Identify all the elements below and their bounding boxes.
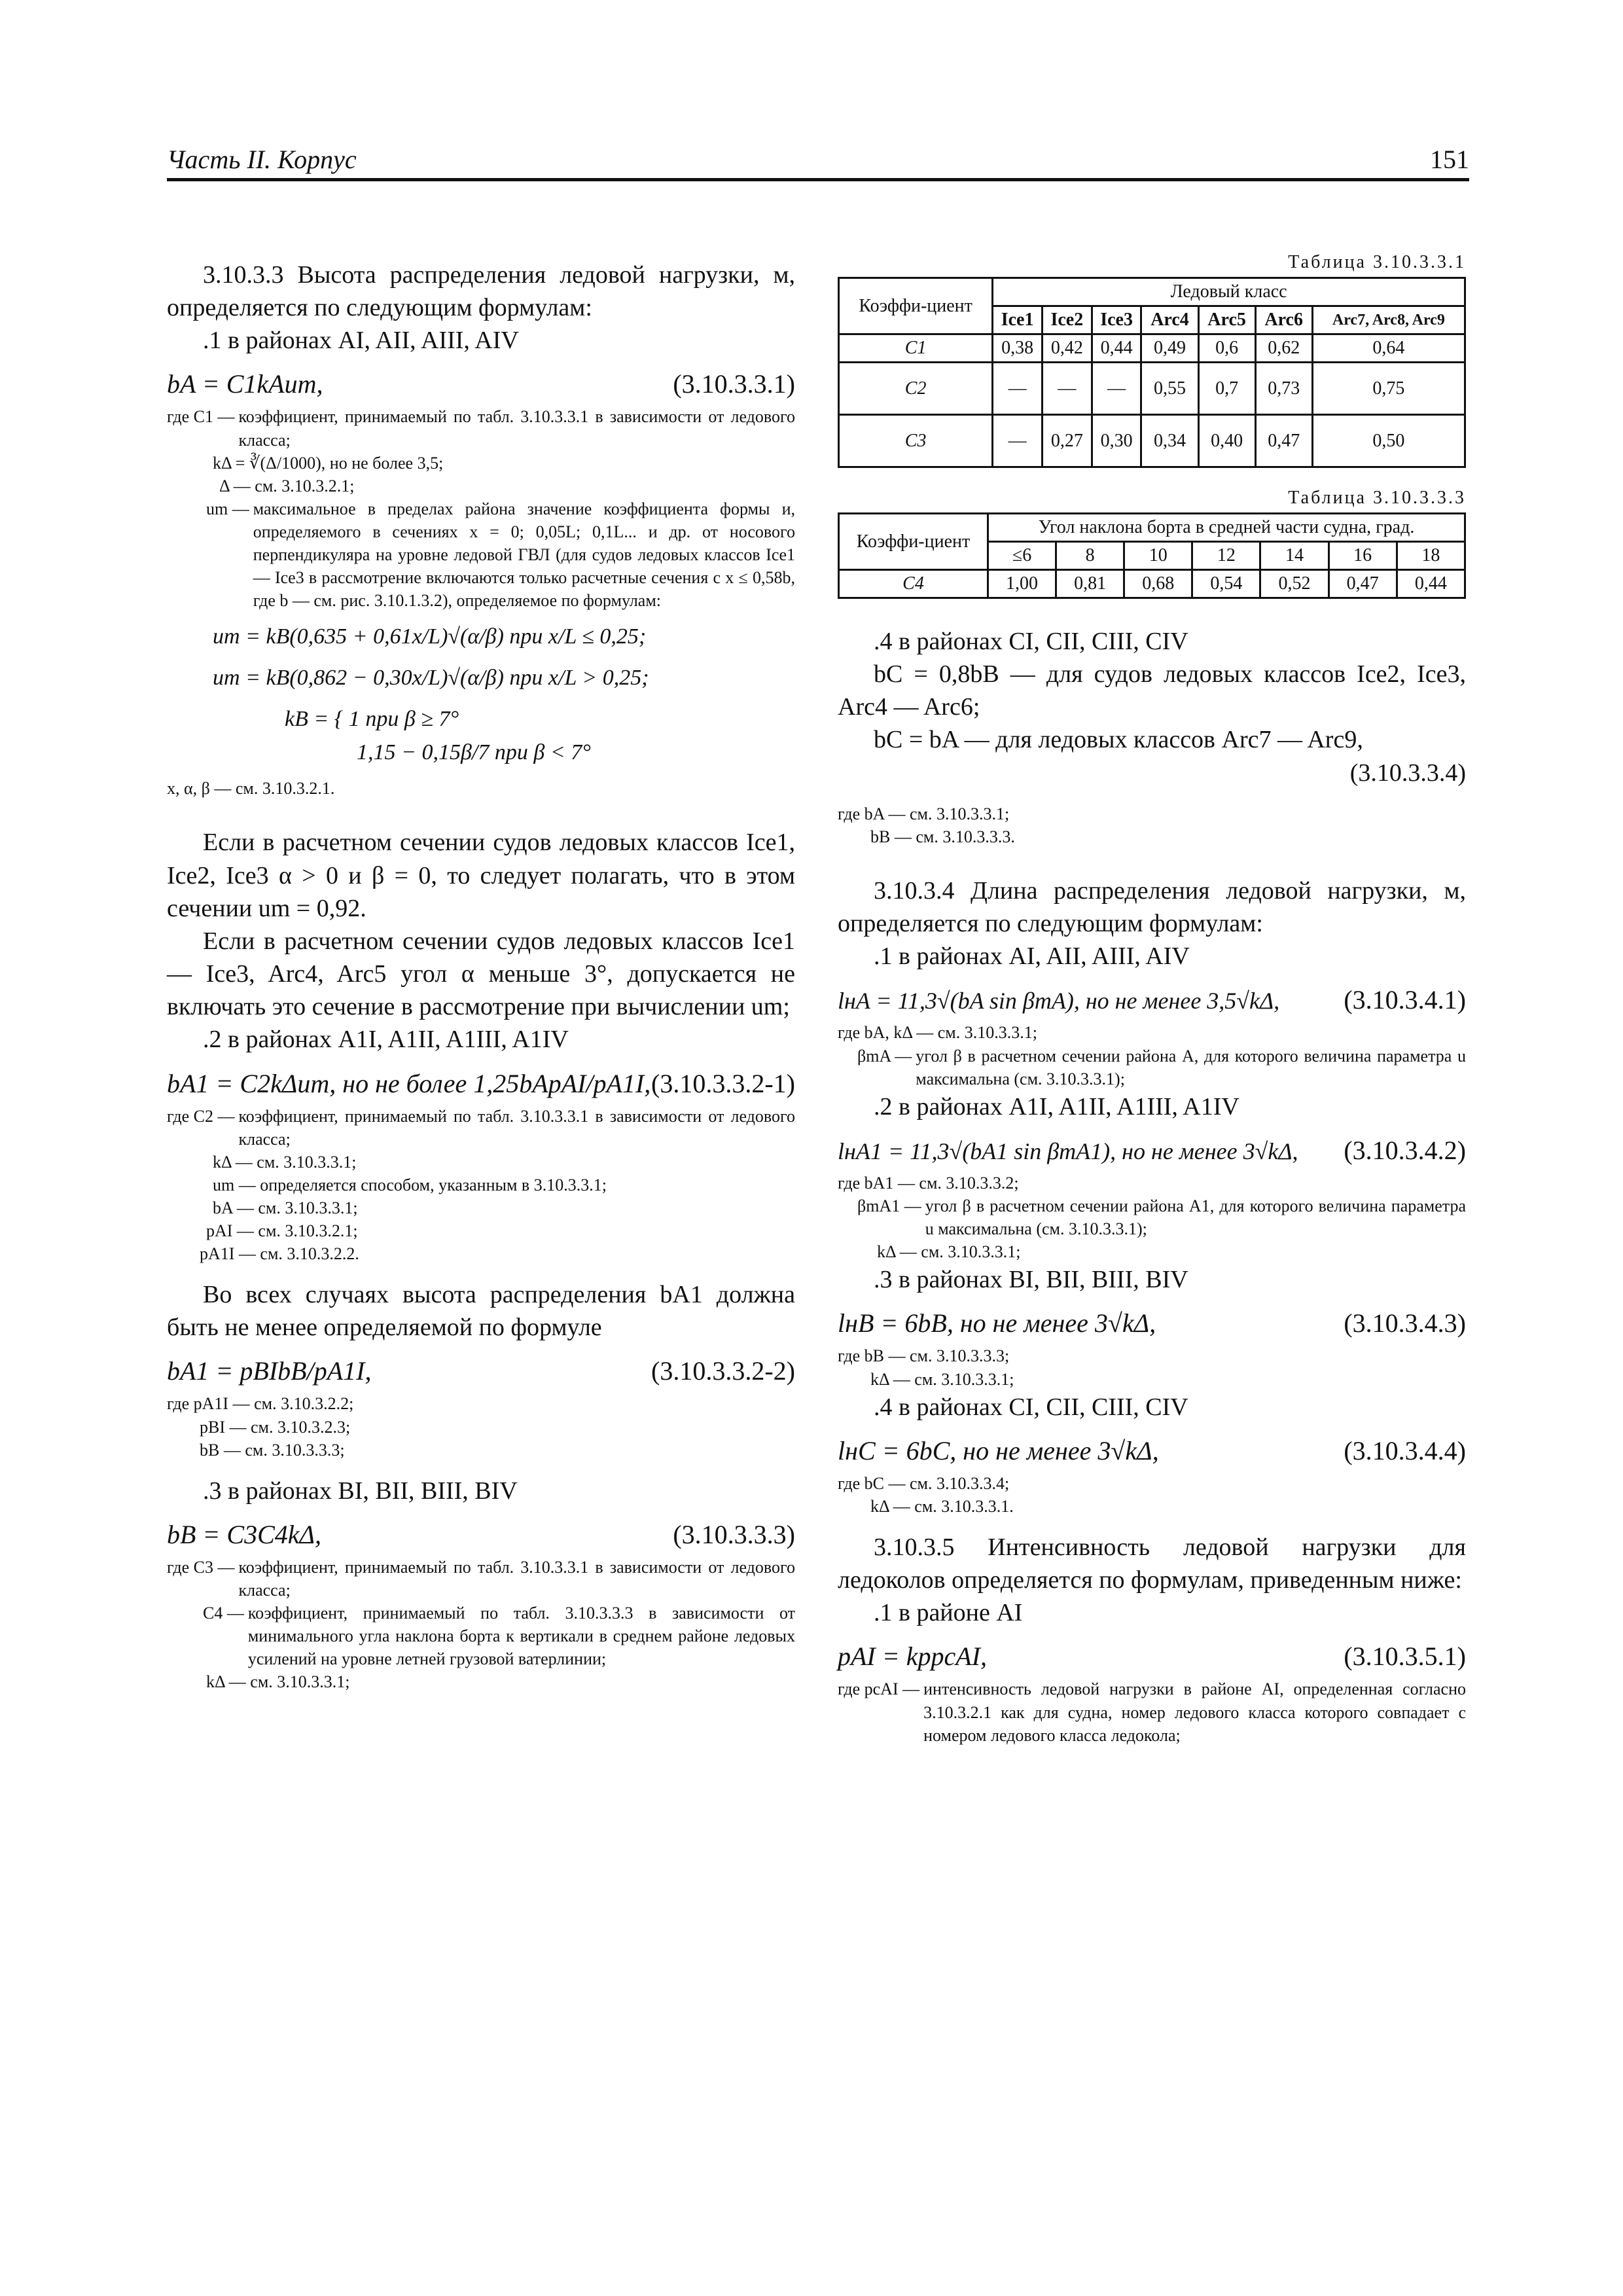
section-3-10-3-3: 3.10.3.3 Высота распределения ледовой нагрузки, м, определяется по следующим формулам: [167, 261, 795, 322]
definition-pbi: pBI — см. 3.10.3.2.3; [200, 1417, 351, 1437]
table-cell: 0,40 [1198, 415, 1255, 467]
table-row [839, 415, 1465, 467]
table-cell: 0,50 [1312, 415, 1465, 467]
table-2-angle: 18 [1397, 542, 1465, 570]
definition-c2 [167, 1105, 795, 1151]
paragraph-ice-alpha: Если в расчетном сечении судов ледовых классов Ice1, Ice2, Ice3 α > 0 и β = 0, то следует полагать, что в этом сечении um = 0,92. [167, 829, 795, 922]
def-key: где C1 — [167, 407, 235, 427]
table-cell: — [993, 415, 1043, 467]
table-1-group-header: Ледовый класс [993, 278, 1465, 306]
definition-bc: где bC — см. 3.10.3.3.4; [838, 1473, 1010, 1493]
table-1-class: Arc7, Arc8, Arc9 [1312, 306, 1465, 334]
table-1-class: Arc6 [1255, 306, 1312, 334]
table-side-angle-coefficient [838, 512, 1466, 599]
def-key: где C3 — [167, 1557, 235, 1577]
table-2-group-header: Угол наклона борта в средней части судна, град. [988, 514, 1465, 542]
def-key: βmA — [857, 1046, 912, 1066]
definition-k-delta: kΔ = ∛(Δ/1000), но не более 3,5; [213, 453, 444, 473]
table-cell: 0,64 [1312, 334, 1465, 363]
equation-3-10-3-4-2 [838, 1134, 1466, 1168]
equation-text: bA = C1kAum, [167, 369, 323, 399]
left-column [167, 259, 795, 1693]
table-cell: 0,52 [1260, 570, 1329, 598]
subsection-4: .4 в районах CI, CII, CIII, CIV [874, 628, 1188, 655]
equation-3-10-3-4-1 [838, 983, 1466, 1017]
formula-um-1: um = kB(0,635 + 0,61x/L)√(α/β) при x/L ≤ 0,25; [213, 624, 647, 649]
equation-3-10-3-4-3 [838, 1306, 1466, 1340]
table-cell: 0,38 [993, 334, 1043, 363]
table-2-angle: ≤6 [988, 542, 1056, 570]
definition-um [206, 497, 795, 612]
table-cell: 0,6 [1198, 334, 1255, 363]
table-cell: 0,73 [1255, 363, 1312, 415]
definition-ba1: где bA1 — см. 3.10.3.3.2; [838, 1173, 1019, 1193]
table-row [839, 363, 1465, 415]
def-value: коэффициент, принимаемый по табл. 3.10.3.3.1 в зависимости от ледового класса; [238, 407, 795, 450]
table-cell: 0,30 [1092, 415, 1141, 467]
equation-number: (3.10.3.3.2-1) [651, 1068, 795, 1098]
table-1-class: Arc4 [1141, 306, 1198, 334]
equation-number: (3.10.3.5.1) [1344, 1641, 1466, 1672]
row-label: C1 [839, 334, 993, 363]
table-cell: 0,44 [1092, 334, 1141, 363]
table-2-title: Таблица 3.10.3.3.3 [1288, 488, 1466, 508]
definition-um-2: um — определяется способом, указанным в 3.10.3.3.1; [213, 1175, 607, 1194]
table-row [839, 334, 1465, 363]
equation-number-3-10-3-3-4: (3.10.3.3.4) [1349, 759, 1466, 787]
table-1-class: Ice1 [993, 306, 1043, 334]
formula-bc-2: bC = bA — для ледовых классов Arc7 — Arc9, [874, 726, 1363, 754]
table-cell: 0,42 [1042, 334, 1092, 363]
table-2-angle: 10 [1124, 542, 1192, 570]
row-label: C2 [839, 363, 993, 415]
equation-3-10-3-5-1 [838, 1640, 1466, 1674]
subsection-4-2: .2 в районах A1I, A1II, A1III, A1IV [874, 1092, 1240, 1121]
table-cell: 0,47 [1329, 570, 1397, 598]
table-cell: — [993, 363, 1043, 415]
equation-number: (3.10.3.3.2-2) [651, 1356, 795, 1386]
def-value: угол β в расчетном сечении района A, для которого величина параметра u максимальна (см. 3.10.3.3.1); [916, 1046, 1466, 1088]
subsection-5-1: .1 в районе AI [874, 1599, 1023, 1627]
table-cell: 0,44 [1397, 570, 1465, 598]
definition-ba-2: где bA — см. 3.10.3.3.1; [838, 804, 1010, 823]
paragraph-ice-angle: Если в расчетном сечении судов ледовых классов Ice1 — Ice3, Arc4, Arc5 угол α меньше 3°, допускается не включать это сечение в рассмотрение при вычислении um; [167, 927, 795, 1021]
def-key: где C2 — [167, 1106, 235, 1126]
table-cell: 0,27 [1042, 415, 1092, 467]
equation-text: pAI = kppcAI, [838, 1641, 988, 1672]
formula-um-2: um = kB(0,862 − 0,30x/L)√(α/β) при x/L > 0,25; [213, 666, 649, 691]
table-cell: 0,54 [1192, 570, 1260, 598]
subsection-2: .2 в районах A1I, A1II, A1III, A1IV [203, 1026, 569, 1054]
definition-bb: bB — см. 3.10.3.3.3; [200, 1440, 345, 1460]
formula-bc-1: bC = 0,8bB — для судов ледовых классов Ice2, Ice3, Arc4 — Arc6; [838, 660, 1466, 721]
definition-k-delta-2: kΔ — см. 3.10.3.3.1; [213, 1152, 357, 1172]
row-label: C3 [839, 415, 993, 467]
subsection-4-4: .4 в районах CI, CII, CIII, CIV [874, 1393, 1188, 1421]
definition-beta-ma1 [857, 1194, 1466, 1240]
def-value: угол β в расчетном сечении района A1, для которого величина параметра u максимальна (см. 3.10.3.3.1); [925, 1196, 1466, 1239]
table-cell: 0,75 [1312, 363, 1465, 415]
page-number: 151 [1430, 145, 1469, 174]
paragraph-min-height: Во всех случаях высота распределения bA1 должна быть не менее определяемой по формуле [167, 1281, 795, 1342]
table-2-angle: 12 [1192, 542, 1260, 570]
row-label: C4 [839, 570, 988, 598]
formula-kb-1: kB = { 1 при β ≥ 7° [285, 707, 459, 732]
def-value: интенсивность ледовой нагрузки в районе AI, определенная согласно 3.10.3.2.1 как для судна, номер ледового класса которого совпадает с номером ледового класса ледокола; [923, 1679, 1466, 1745]
right-column [838, 252, 1466, 1747]
definition-k-delta-6: kΔ — см. 3.10.3.3.1. [870, 1496, 1014, 1516]
def-value: коэффициент, принимаемый по табл. 3.10.3.3.3 в зависимости от минимального угла наклона борта к вертикали в среднем районе ледовых усилений на уровне летней грузовой ватерлинии; [247, 1604, 795, 1669]
definition-pa1i-2: где pA1I — см. 3.10.3.2.2; [167, 1394, 354, 1414]
table-2-coef-header: Коэффи-циент [839, 514, 988, 570]
table-1-title: Таблица 3.10.3.3.1 [1288, 252, 1466, 272]
equation-3-10-3-4-4 [838, 1434, 1466, 1468]
equation-text: lнB = 6bB, но не менее 3√kΔ, [838, 1308, 1156, 1338]
table-cell: 0,34 [1141, 415, 1198, 467]
definition-delta: Δ — см. 3.10.3.2.1; [219, 476, 355, 495]
definition-pcai [838, 1677, 1466, 1746]
subsection-4-3: .3 в районах BI, BII, BIII, BIV [874, 1266, 1188, 1294]
table-cell: 0,81 [1056, 570, 1124, 598]
page-header [167, 144, 1469, 183]
def-value: коэффициент, принимаемый по табл. 3.10.3.3.1 в зависимости от ледового класса; [238, 1557, 795, 1600]
table-cell: 0,62 [1255, 334, 1312, 363]
equation-text: bB = C3C4kΔ, [167, 1519, 322, 1549]
table-cell: 0,68 [1124, 570, 1192, 598]
definition-beta-ma [857, 1045, 1466, 1090]
equation-text: lнC = 6bC, но не менее 3√kΔ, [838, 1435, 1159, 1465]
definition-k-delta-4: kΔ — см. 3.10.3.3.1; [877, 1242, 1021, 1262]
table-2-angle: 16 [1329, 542, 1397, 570]
definition-ba-kdelta: где bA, kΔ — см. 3.10.3.3.1; [838, 1023, 1037, 1043]
definition-x-alpha-beta: x, α, β — см. 3.10.3.2.1. [167, 779, 335, 798]
table-2-angle: 8 [1056, 542, 1124, 570]
section-3-10-3-4: 3.10.3.4 Длина распределения ледовой нагрузки, м, определяется по следующим формулам: [838, 876, 1466, 938]
table-1-coef-header: Коэффи-циент [839, 278, 993, 334]
equation-number: (3.10.3.4.2) [1344, 1135, 1466, 1165]
table-2-angle: 14 [1260, 542, 1329, 570]
subsection-1: .1 в районах AI, AII, AIII, AIV [203, 327, 519, 355]
formula-kb-2: 1,15 − 0,15β/7 при β < 7° [357, 740, 591, 765]
table-cell: 0,47 [1255, 415, 1312, 467]
table-1-class: Ice2 [1042, 306, 1092, 334]
equation-number: (3.10.3.4.3) [1344, 1308, 1466, 1338]
def-key: um — [206, 499, 249, 518]
definition-bb-2: bB — см. 3.10.3.3.3. [870, 827, 1015, 846]
def-value: максимальное в пределах района значение коэффициента формы и, определяемого в сечениях x = 0; 0,05L; 0,1L... и др. от носового перпендикуляра на уровне ледовой ГВЛ (для судов ледовых классов Ice1 — Ice3 в рассмотрение включаются только расчетные сечения с x ≤ 0,58b, где b — см. рис. 3.10.1.3.2), определяемое по формулам: [253, 499, 795, 611]
subsection-4-1: .1 в районах AI, AII, AIII, AIV [874, 942, 1190, 971]
definition-c3 [167, 1556, 795, 1602]
table-cell: — [1092, 363, 1141, 415]
table-1-class: Ice3 [1092, 306, 1141, 334]
definition-c4 [203, 1602, 795, 1670]
running-title: Часть II. Корпус [167, 145, 357, 174]
table-cell: 0,7 [1198, 363, 1255, 415]
table-row [839, 570, 1465, 598]
def-value: коэффициент, принимаемый по табл. 3.10.3.3.1 в зависимости от ледового класса; [238, 1106, 795, 1149]
definition-k-delta-3: kΔ — см. 3.10.3.3.1; [206, 1672, 350, 1692]
equation-number: (3.10.3.3.3) [673, 1519, 795, 1549]
equation-text: bA1 = C2kΔum, но не более 1,25bApAI/pA1I, [167, 1068, 651, 1098]
def-key: где pcAI — [838, 1679, 920, 1699]
equation-3-10-3-3-3 [167, 1518, 795, 1552]
equation-text: lнA1 = 11,3√(bA1 sin βmA1), но не менее 3√kΔ, [838, 1138, 1298, 1164]
table-1-class: Arc5 [1198, 306, 1255, 334]
definition-ba: bA — см. 3.10.3.3.1; [213, 1198, 358, 1217]
table-cell: 0,49 [1141, 334, 1198, 363]
table-ice-class-coefficients [838, 277, 1466, 468]
equation-text: bA1 = pBIbB/pA1I, [167, 1356, 372, 1386]
definition-k-delta-5: kΔ — см. 3.10.3.3.1; [870, 1369, 1014, 1389]
header-rule [167, 178, 1469, 181]
table-cell: 0,55 [1141, 363, 1198, 415]
definition-bb-3: где bB — см. 3.10.3.3.3; [838, 1346, 1010, 1366]
equation-3-10-3-3-2-2 [167, 1354, 795, 1388]
definition-pa1i: pA1I — см. 3.10.3.2.2. [200, 1244, 359, 1264]
definition-c1 [167, 405, 795, 451]
section-3-10-3-5: 3.10.3.5 Интенсивность ледовой нагрузки для ледоколов определяется по формулам, приведенным ниже: [838, 1533, 1466, 1594]
table-cell: 1,00 [988, 570, 1056, 598]
equation-number: (3.10.3.4.1) [1344, 985, 1466, 1015]
equation-number: (3.10.3.4.4) [1344, 1435, 1466, 1465]
table-cell: — [1042, 363, 1092, 415]
def-key: C4 — [203, 1604, 244, 1623]
equation-3-10-3-3-2-1 [167, 1067, 795, 1101]
equation-3-10-3-3-1 [167, 367, 795, 401]
definition-pai: pAI — см. 3.10.3.2.1; [206, 1221, 358, 1240]
subsection-3: .3 в районах BI, BII, BIII, BIV [203, 1477, 518, 1505]
equation-text: lнA = 11,3√(bA sin βmA), но не менее 3,5√kΔ, [838, 988, 1280, 1014]
equation-number: (3.10.3.3.1) [673, 369, 795, 399]
def-key: βmA1 — [857, 1196, 921, 1215]
